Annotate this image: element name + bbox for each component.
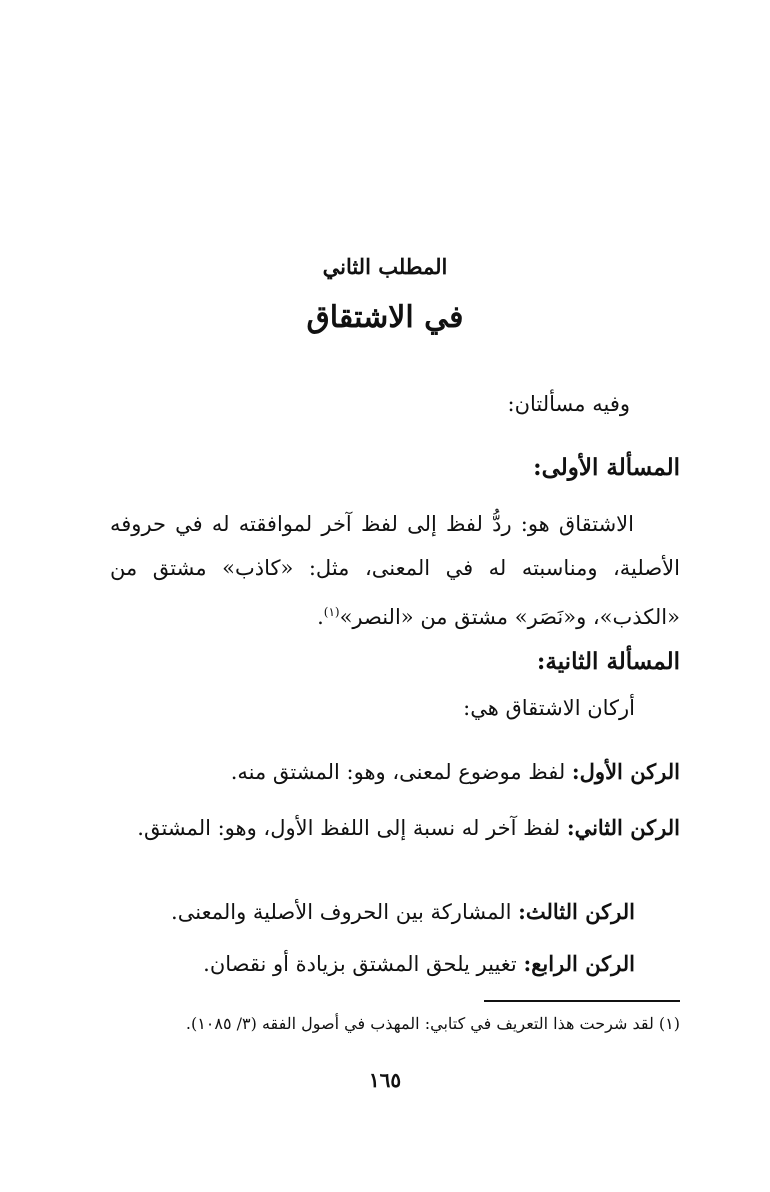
- pillar-four: [90, 942, 635, 986]
- pillars-intro: أركان الاشتقاق هي:: [463, 696, 635, 720]
- pillar-term: الركن الثالث:: [518, 899, 635, 924]
- definition-end: .: [317, 605, 324, 629]
- pillar-term: الركن الرابع:: [523, 951, 635, 976]
- question-one-heading: المسألة الأولى:: [533, 454, 680, 481]
- pillar-term: الركن الأول:: [571, 759, 680, 784]
- pillar-term: الركن الثاني:: [566, 815, 680, 840]
- main-title: في الاشتقاق: [306, 300, 464, 335]
- pillar-two: [90, 806, 680, 850]
- question-two-heading: المسألة الثانية:: [536, 648, 680, 675]
- section-title: المطلب الثاني: [322, 254, 448, 279]
- footnote-reference[interactable]: (١): [323, 605, 340, 619]
- definition-text: الاشتقاق هو: ردُّ لفظ إلى لفظ آخر لموافقته له في حروفه الأصلية، ومناسبته له في المعنى، مثل: «كاذب» مشتق من «الكذب»، و«نَصَر» مشتق من «النصر»: [110, 512, 680, 629]
- definition-paragraph: [110, 502, 680, 639]
- intro-text: وفيه مسألتان:: [507, 392, 630, 416]
- footnote: (١) لقد شرحت هذا التعريف في كتابي: المهذب في أصول الفقه (٣/ ١٠٨٥).: [185, 1014, 680, 1033]
- pillar-text: لفظ آخر له نسبة إلى اللفظ الأول، وهو: المشتق.: [137, 816, 567, 840]
- pillar-one: [90, 750, 680, 794]
- page-number: ١٦٥: [368, 1068, 402, 1092]
- pillar-three: [90, 890, 635, 934]
- footnote-divider: [484, 1000, 680, 1002]
- pillar-text: المشاركة بين الحروف الأصلية والمعنى.: [171, 900, 519, 924]
- pillar-text: لفظ موضوع لمعنى، وهو: المشتق منه.: [230, 760, 572, 784]
- pillar-text: تغيير يلحق المشتق بزيادة أو نقصان.: [203, 952, 524, 976]
